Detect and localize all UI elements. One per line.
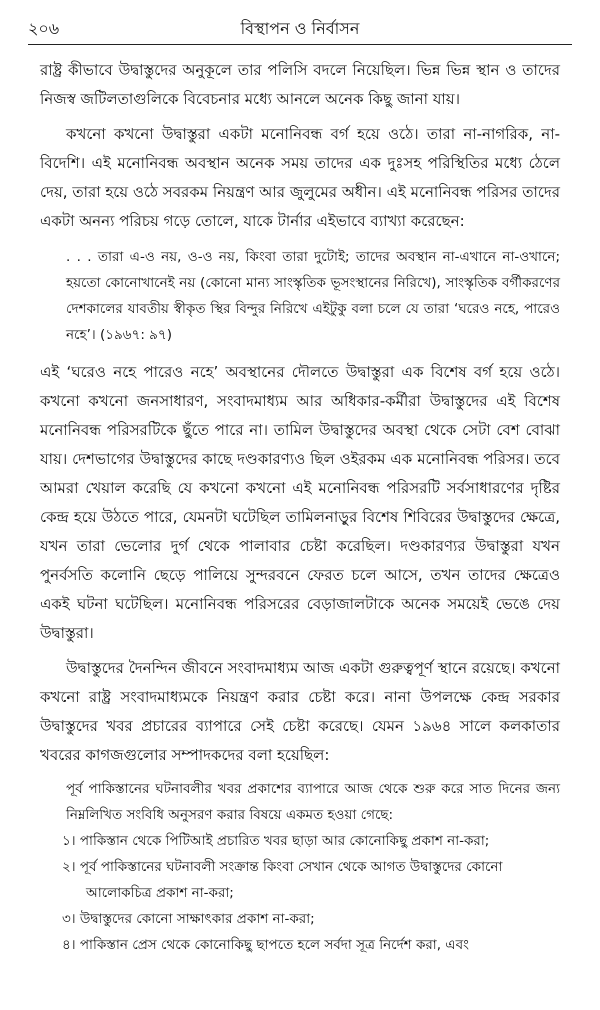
paragraph-2: কখনো কখনো উদ্বাস্তুরা একটা মনোনিবন্ধ বর্গ হয়ে ওঠে। তারা না-নাগরিক, না-বিদেশি। এই মনোনিবন্ধ অবস্থান অনেক সময় তাদের এক দুঃসহ পরিস্থিতির মধ্যে ঠেলে দেয়, তারা হয়ে ওঠে সবরকম নিয়ন্ত্রণ আর জুলুমের অধীন। এই মনোনিবন্ধ পরিসর তাদের একটা অনন্য পরিচয় গড়ে তোলে, যাকে টার্নার এইভাবে ব্যাখ্যা করেছেন: bbox=[40, 125, 560, 230]
block-quote-directive-intro: পূর্ব পাকিস্তানের ঘটনাবলীর খবর প্রকাশের ব্যাপারে আজ থেকে শুরু করে সাত দিনের জন্য নিম্নলিখিত সংবিধি অনুসরণ করার বিষয়ে একমত হওয়া গেছে: bbox=[66, 781, 560, 823]
block-quote-turner: . . . তারা এ-ও নয়, ও-ও নয়, কিংবা তারা দুটোই; তাদের অবস্থান না-এখানে না-ওখানে; হয়তো কোনোখানেই নয় (কোনো মান্য সাংস্কৃতিক ভূসংস্থানের নিরিখে), সাংস্কৃতিক বর্গীকরণের দেশকালের যাবতীয় স্বীকৃত স্থির বিন্দুর নিরিখে এইটুকু বলা চলে যে তারা ‘ঘরেও নহে, পারেও নহে’। (১৯৬৭: ৯৭) bbox=[66, 249, 560, 343]
running-title: বিস্থাপন ও নির্বাসন bbox=[240, 19, 360, 38]
list-item: ১। পাকিস্তান থেকে পিটিআই প্রচারিত খবর ছাড়া আর কোনোকিছু প্রকাশ না-করা; bbox=[62, 833, 490, 849]
body-text bbox=[40, 56, 560, 958]
list-item: ২। পূর্ব পাকিস্তানের ঘটনাবলী সংক্রান্ত কিংবা সেখান থেকে আগত উদ্বাস্তুদের কোনো আলোকচিত্র প্রকাশ না-করা; bbox=[62, 859, 503, 901]
paragraph-3: এই ‘ঘরেও নহে পারেও নহে’ অবস্থানের দৌলতে উদ্বাস্তুরা এক বিশেষ বর্গ হয়ে ওঠে। কখনো কখনো জনসাধারণ, সংবাদমাধ্যম আর অধিকার-কর্মীরা উদ্বাস্তুদের এই বিশেষ মনোনিবন্ধ পরিসরটিকে ছুঁতে পারে না। তামিল উদ্বাস্তুদের অবস্থা থেকে সেটা বেশ বোঝা যায়। দেশভাগের উদ্বাস্তুদের কাছে দণ্ডকারণ্যও ছিল ওইরকম এক মনোনিবন্ধ পরিসর। তবে আমরা খেয়াল করেছি যে কখনো কখনো এই মনোনিবন্ধ পরিসরটি সর্বসাধারণের দৃষ্টির কেন্দ্র হয়ে উঠতে পারে, যেমনটা ঘটেছিল তামিলনাড়ুর বিশেষ শিবিরের উদ্বাস্তুদের ক্ষেত্রে, যখন তারা ভেলোর দুর্গ থেকে পালাবার চেষ্টা করেছিল। দণ্ডকারণ্যর উদ্বাস্তুরা যখন পুনর্বসতি কলোনি ছেড়ে পালিয়ে সুন্দরবনে ফেরত চলে আসে, তখন তাদের ক্ষেত্রেও একই ঘটনা ঘটেছিল। মনোনিবন্ধ পরিসরের বেড়াজালটাকে অনেক সময়েই ভেঙে দেয় উদ্বাস্তুরা। bbox=[40, 363, 560, 642]
list-item: ৪। পাকিস্তান প্রেস থেকে কোনোকিছু ছাপতে হলে সর্বদা সূত্র নির্দেশ করা, এবং bbox=[62, 937, 469, 953]
paragraph-1: রাষ্ট্র কীভাবে উদ্বাস্তুদের অনুকূলে তার পলিসি বদলে নিয়েছিল। ভিন্ন ভিন্ন স্থান ও তাদের নিজস্ব জটিলতাগুলিকে বিবেচনার মধ্যে আনলে অনেক কিছু জানা যায়। bbox=[40, 61, 560, 108]
running-header bbox=[28, 14, 572, 40]
list-item: ৩। উদ্বাস্তুদের কোনো সাক্ষাৎকার প্রকাশ না-করা; bbox=[62, 911, 315, 927]
directive-list bbox=[62, 828, 560, 958]
paragraph-4: উদ্বাস্তুদের দৈনন্দিন জীবনে সংবাদমাধ্যম আজ একটা গুরুত্বপূর্ণ স্থানে রয়েছে। কখনো কখনো রাষ্ট্র সংবাদমাধ্যমকে নিয়ন্ত্রণ করার চেষ্টা করে। নানা উপলক্ষে কেন্দ্র সরকার উদ্বাস্তুদের খবর প্রচারের ব্যাপারে সেই চেষ্টা করেছে। যেমন ১৯৬৪ সালে কলকাতার খবরের কাগজগুলোর সম্পাদকদের বলা হয়েছিল: bbox=[40, 659, 560, 764]
page-number: ২০৬ bbox=[28, 19, 60, 38]
header-rule bbox=[28, 44, 572, 45]
